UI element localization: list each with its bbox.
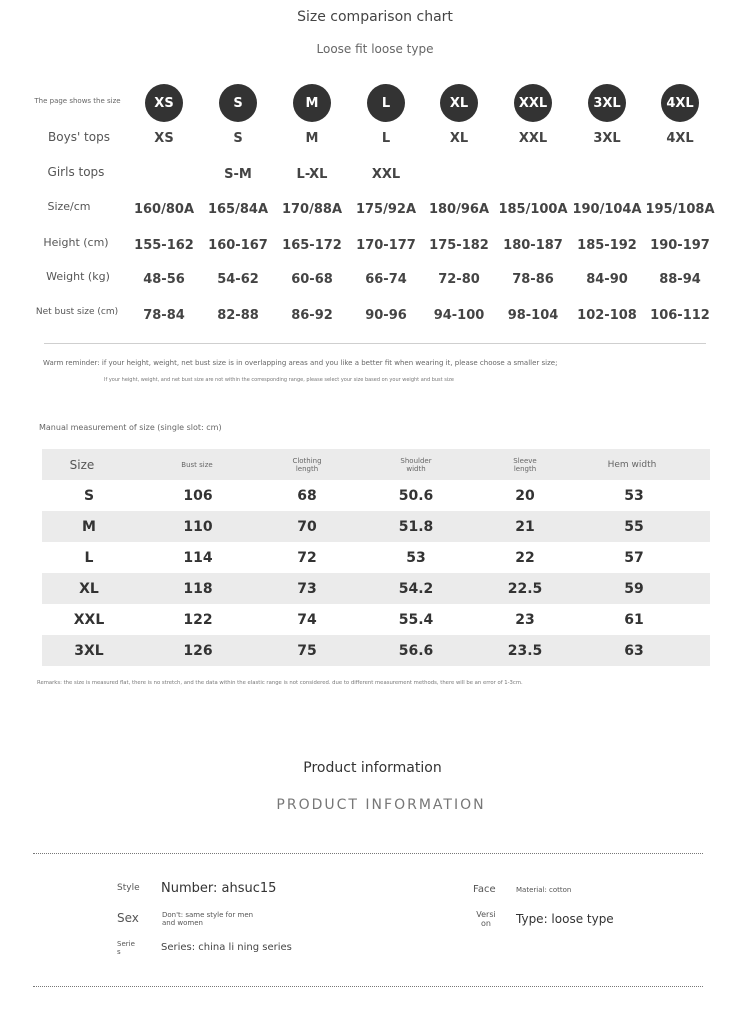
size-chart [0, 80, 750, 350]
table-row [42, 542, 710, 573]
table-cell: 68 [297, 487, 317, 504]
row-label: Weight (kg) [46, 270, 110, 283]
table-cell: L-XL [296, 167, 328, 182]
table-cell: 185-192 [577, 238, 637, 253]
header-bust: Bust size [181, 460, 213, 469]
table-cell: 55.4 [398, 611, 434, 628]
table-cell: 88-94 [659, 272, 701, 287]
table-cell: XS [154, 131, 174, 146]
table-cell: L [381, 131, 391, 146]
row-label: Height (cm) [43, 236, 109, 249]
table-cell: 98-104 [507, 308, 559, 323]
table-cell: 75 [297, 642, 317, 659]
measurement-remarks: Remarks: the size is measured flat, there is no stretch, and the data within the elastic range is not considered. due to different measurement methods, there will be an error of 1-3cm. [37, 680, 523, 686]
series-value: Series: china li ning series [161, 942, 292, 953]
table-cell: 106 [183, 487, 213, 504]
size-row-bust [0, 307, 750, 327]
size-badge-3xl: 3XL [588, 84, 626, 122]
table-cell: XXL [518, 131, 548, 146]
table-cell: 66-74 [365, 272, 407, 287]
table-cell: 53 [406, 549, 426, 566]
table-cell: 106-112 [650, 308, 710, 323]
product-title-en: PRODUCT INFORMATION [276, 797, 486, 813]
table-cell: 126 [183, 642, 213, 659]
page-subtitle: Loose fit loose type [316, 42, 434, 56]
table-cell: 180-187 [503, 238, 563, 253]
size-badge-xs: XS [145, 84, 183, 122]
row-label: Boys' tops [48, 130, 110, 144]
table-cell: M [305, 131, 319, 146]
table-cell: 102-108 [577, 308, 637, 323]
table-cell: 84-90 [586, 272, 628, 287]
table-cell: 50.6 [398, 487, 434, 504]
header-length: Clothing length [292, 456, 322, 473]
style-label: Style [117, 883, 140, 893]
table-cell: S-M [224, 167, 252, 182]
table-row [42, 604, 710, 635]
style-value: Number: ahsuc15 [161, 881, 277, 896]
table-cell: 78-84 [143, 308, 185, 323]
measurement-title: Manual measurement of size (single slot: cm) [39, 423, 222, 432]
table-cell: M [82, 518, 96, 535]
table-cell: 94-100 [433, 308, 485, 323]
size-badge-s: S [219, 84, 257, 122]
table-cell: 118 [183, 580, 213, 597]
table-cell: 72 [297, 549, 317, 566]
table-cell: 60-68 [291, 272, 333, 287]
table-cell: 175-182 [429, 238, 489, 253]
table-cell: 23 [515, 611, 535, 628]
table-cell: 190-197 [650, 238, 710, 253]
header-sleeve: Sleeve length [513, 456, 537, 473]
face-label: Face [473, 884, 496, 895]
size-row-sizecm [0, 200, 750, 220]
table-cell: XL [449, 131, 469, 146]
table-cell: 3XL [593, 131, 621, 146]
table-cell: 23.5 [507, 642, 543, 659]
product-info [0, 870, 750, 970]
size-badge-4xl: 4XL [661, 84, 699, 122]
sex-value: Don't: same style for men and women [162, 911, 254, 927]
table-row [42, 511, 710, 542]
table-cell: 185/100A [498, 202, 568, 217]
size-row-boys [0, 130, 750, 150]
table-cell: 59 [624, 580, 644, 597]
table-cell: 190/104A [572, 202, 642, 217]
table-cell: 110 [183, 518, 213, 535]
table-cell: 3XL [74, 642, 104, 659]
size-badge-xl: XL [440, 84, 478, 122]
table-cell: 180/96A [428, 202, 490, 217]
table-cell: S [233, 131, 243, 146]
table-cell: S [83, 487, 95, 504]
row-label: Net bust size (cm) [35, 307, 119, 317]
size-icons-label: The page shows the size [34, 97, 121, 105]
size-badge-m: M [293, 84, 331, 122]
warm-reminder-sub: If your height, weight, and net bust size are not within the corresponding range, please select your size based on your weight and bust size [104, 377, 454, 383]
header-hem: Hem width [607, 459, 657, 470]
table-cell: 4XL [666, 131, 694, 146]
table-cell: XXL [371, 167, 401, 182]
table-cell: 175/92A [355, 202, 417, 217]
table-cell: 73 [297, 580, 317, 597]
size-row-girls [0, 165, 750, 185]
table-header-row [42, 449, 710, 480]
table-cell: 82-88 [217, 308, 259, 323]
table-cell: 160/80A [133, 202, 195, 217]
series-label: Series [117, 940, 135, 956]
table-cell: 165-172 [282, 238, 342, 253]
table-cell: XXL [73, 611, 105, 628]
table-row [42, 573, 710, 604]
table-cell: 90-96 [365, 308, 407, 323]
table-cell: 54.2 [398, 580, 434, 597]
table-cell: 63 [624, 642, 644, 659]
table-cell: 122 [183, 611, 213, 628]
table-cell: XL [79, 580, 99, 597]
divider [44, 343, 706, 344]
table-cell: 86-92 [291, 308, 333, 323]
dotted-divider-top [33, 853, 703, 854]
product-title: Product information [303, 760, 442, 776]
table-cell: 48-56 [143, 272, 185, 287]
row-label: Girls tops [47, 165, 105, 179]
table-cell: 170-177 [356, 238, 416, 253]
face-value: Material: cotton [516, 886, 572, 894]
measurement-table [42, 449, 710, 666]
page-title: Size comparison chart [297, 9, 453, 25]
table-cell: 155-162 [134, 238, 194, 253]
dotted-divider-bottom [33, 986, 703, 987]
table-cell: 78-86 [512, 272, 554, 287]
size-badge-l: L [367, 84, 405, 122]
table-cell: 165/84A [207, 202, 269, 217]
table-cell: 55 [624, 518, 644, 535]
table-cell: 114 [183, 549, 213, 566]
size-badge-xxl: XXL [514, 84, 552, 122]
header-size: Size [69, 457, 95, 472]
version-label: Version [476, 910, 496, 928]
table-cell: 74 [297, 611, 317, 628]
version-value: Type: loose type [516, 912, 614, 926]
table-cell: 160-167 [208, 238, 268, 253]
table-cell: 72-80 [438, 272, 480, 287]
table-cell: 170/88A [281, 202, 343, 217]
table-cell: 54-62 [217, 272, 259, 287]
table-cell: 70 [297, 518, 317, 535]
warm-reminder: Warm reminder: if your height, weight, net bust size is in overlapping areas and you like a better fit when wearing it, please choose a smaller size; [43, 359, 558, 367]
row-label: Size/cm [47, 200, 91, 213]
header-shoulder: Shoulder width [400, 456, 432, 473]
table-cell: 57 [624, 549, 644, 566]
table-cell: 56.6 [398, 642, 434, 659]
table-cell: 51.8 [398, 518, 434, 535]
table-cell: 20 [515, 487, 535, 504]
table-cell: L [84, 549, 94, 566]
table-cell: 61 [624, 611, 644, 628]
sex-label: Sex [117, 911, 139, 925]
table-row [42, 635, 710, 666]
table-cell: 21 [515, 518, 535, 535]
table-cell: 53 [624, 487, 644, 504]
size-row-height [0, 236, 750, 256]
table-cell: 195/108A [645, 202, 715, 217]
table-row [42, 480, 710, 511]
size-row-weight [0, 270, 750, 290]
table-cell: 22.5 [507, 580, 543, 597]
table-cell: 22 [515, 549, 535, 566]
